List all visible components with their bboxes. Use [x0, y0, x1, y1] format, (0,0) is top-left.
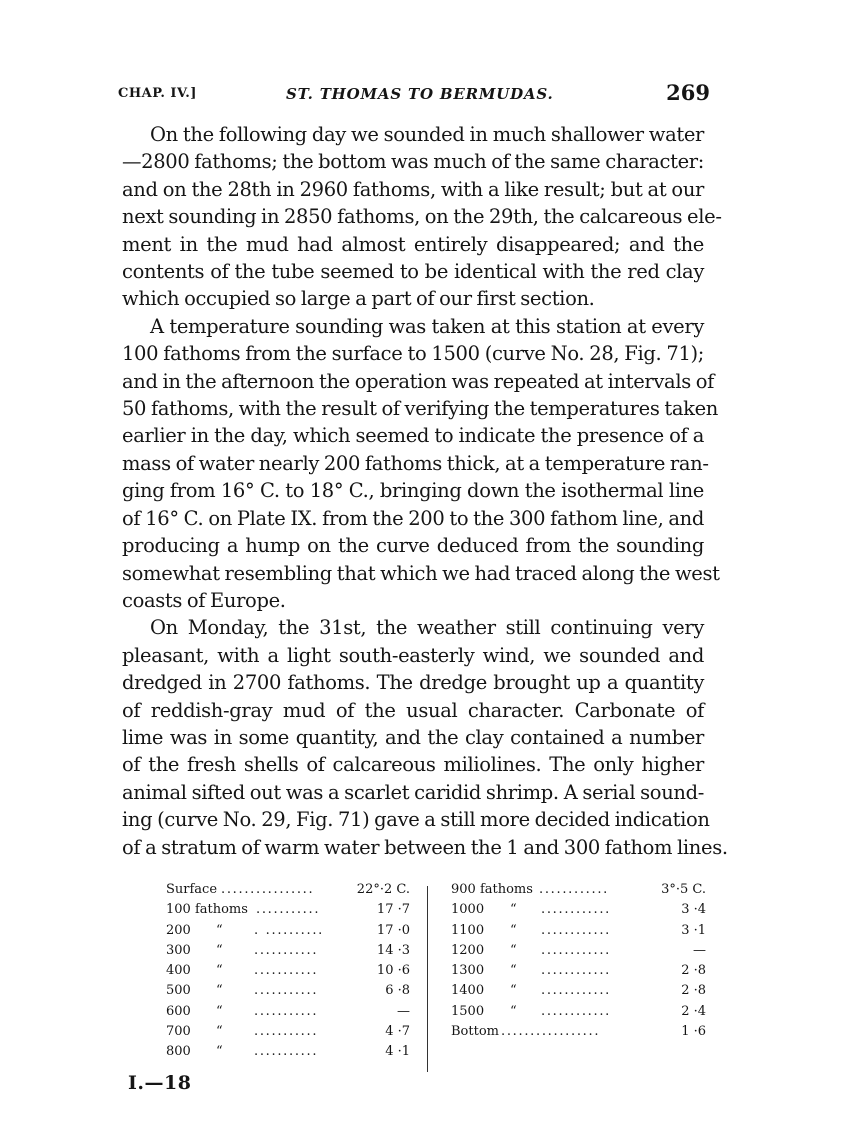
- column-divider: [427, 886, 428, 1072]
- ditto-mark: “: [510, 902, 517, 918]
- ditto-mark: “: [510, 1003, 517, 1019]
- table-row: [451, 921, 706, 941]
- leader-dots: ...........: [254, 983, 319, 999]
- leader-dots: ...........: [256, 902, 321, 918]
- leader-dots: ...........: [254, 942, 319, 958]
- table-row: [166, 981, 410, 1001]
- depth-label: 700: [166, 1024, 191, 1040]
- leader-dots: ................: [221, 882, 315, 897]
- temperature-value: 22°·2 C.: [356, 882, 410, 897]
- ditto-mark: “: [216, 1024, 223, 1040]
- temperature-value: 17 ·7: [376, 902, 410, 918]
- ditto-mark: “: [216, 1003, 223, 1019]
- text-line: —2800 fathoms; the bottom was much of the same character:: [122, 150, 704, 174]
- text-line: pleasant, with a light south-easterly wind, we sounded and: [122, 643, 704, 667]
- text-line: lime was in some quantity, and the clay contained a number: [122, 725, 704, 749]
- ditto-mark: “: [216, 963, 223, 979]
- text-line: next sounding in 2850 fathoms, on the 29th, the calcareous ele-: [122, 205, 722, 229]
- leader-dots: .................: [501, 1024, 601, 1040]
- temperature-value: 3 ·4: [681, 902, 706, 918]
- temperature-value: 3 ·1: [681, 922, 706, 938]
- text-line: 50 fathoms, with the result of verifying the temperatures taken: [122, 397, 718, 421]
- table-row: [451, 880, 706, 900]
- leader-dots: ............: [541, 983, 611, 999]
- ditto-mark: “: [216, 942, 223, 958]
- text-line: of the fresh shells of calcareous miliolines. The only higher: [122, 753, 704, 777]
- depth-label: 1200: [451, 942, 485, 958]
- table-row: [451, 941, 706, 961]
- leader-dots: ............: [541, 922, 611, 938]
- text-line: and on the 28th in 2960 fathoms, with a like result; but at our: [122, 177, 704, 201]
- text-line: ging from 16° C. to 18° C., bringing down the isothermal line: [122, 479, 704, 503]
- text-line: which occupied so large a part of our first section.: [122, 287, 595, 311]
- text-line: A temperature sounding was taken at this station at every: [150, 314, 704, 338]
- page-number: 269: [666, 80, 710, 105]
- depth-label: 400: [166, 963, 191, 979]
- text-line: On the following day we sounded in much shallower water: [150, 123, 704, 146]
- body-text: [122, 121, 728, 861]
- table-row: [451, 1002, 706, 1022]
- text-line: 100 fathoms from the surface to 1500 (curve No. 28, Fig. 71);: [122, 342, 704, 366]
- table-row: [166, 880, 410, 900]
- text-line: of reddish-gray mud of the usual character. Carbonate of: [122, 698, 704, 722]
- leader-dots: ...........: [254, 1044, 319, 1060]
- depth-label: 1300: [451, 963, 485, 979]
- temperature-value: 2 ·8: [681, 963, 706, 979]
- text-line: of 16° C. on Plate IX. from the 200 to the 300 fathom line, and: [122, 506, 704, 530]
- depth-label: Surface: [166, 882, 218, 897]
- depth-label: 300: [166, 942, 191, 958]
- text-line: ing (curve No. 29, Fig. 71) gave a still more decided indication: [122, 808, 710, 832]
- text-line: dredged in 2700 fathoms. The dredge brought up a quantity: [122, 671, 704, 695]
- temperature-value: —: [397, 1003, 410, 1019]
- ditto-mark: “: [510, 983, 517, 999]
- ditto-mark: “: [216, 922, 223, 938]
- table-column-left: [166, 880, 410, 1063]
- text-line: and in the afternoon the operation was repeated at intervals of: [122, 369, 714, 393]
- ditto-mark: “: [510, 963, 517, 979]
- temperature-value: 17 ·0: [376, 922, 410, 938]
- table-row: [166, 1022, 410, 1042]
- text-line: contents of the tube seemed to be identical with the red clay: [122, 260, 704, 284]
- text-line: ment in the mud had almost entirely disappeared; and the: [122, 232, 704, 256]
- text-line: somewhat resembling that which we had traced along the west: [122, 561, 720, 585]
- table-row: [166, 1002, 410, 1022]
- running-head: [118, 82, 710, 108]
- depth-label: 900 fathoms: [451, 882, 533, 897]
- ditto-mark: “: [510, 922, 517, 938]
- depth-label: 800: [166, 1044, 191, 1060]
- leader-dots: ...........: [254, 963, 319, 979]
- depth-label: 600: [166, 1003, 191, 1019]
- leader-dots: ............: [541, 1003, 611, 1019]
- ditto-mark: “: [216, 983, 223, 999]
- page-title: ST. THOMAS TO BERMUDAS.: [286, 85, 554, 103]
- depth-label: 100 fathoms: [166, 902, 248, 918]
- signature-mark: I.—18: [128, 1072, 192, 1094]
- temperature-value: 4 ·7: [385, 1024, 410, 1040]
- leader-dots: ............: [541, 902, 611, 918]
- temperature-value: 1 ·6: [681, 1024, 706, 1040]
- ditto-mark: “: [216, 1044, 223, 1060]
- temperature-value: 4 ·1: [385, 1044, 410, 1060]
- temperature-value: 3°·5 C.: [661, 882, 706, 897]
- text-line: animal sifted out was a scarlet caridid shrimp. A serial sound-: [122, 780, 704, 804]
- table-row: [451, 1022, 706, 1042]
- depth-label: 500: [166, 983, 191, 999]
- text-line: earlier in the day, which seemed to indicate the presence of a: [122, 424, 704, 448]
- depth-label: 200: [166, 922, 191, 938]
- temperature-value: 14 ·3: [376, 942, 410, 958]
- text-line: On Monday, the 31st, the weather still continuing very: [150, 616, 704, 640]
- temperature-value: —: [693, 942, 706, 958]
- table-row: [166, 961, 410, 981]
- table-row: [166, 921, 410, 941]
- temperature-value: 2 ·8: [681, 983, 706, 999]
- depth-label: Bottom: [451, 1024, 499, 1040]
- table-row: [451, 961, 706, 981]
- depth-label: 1100: [451, 922, 485, 938]
- text-line: producing a hump on the curve deduced from the sounding: [122, 534, 704, 558]
- depth-label: 1500: [451, 1003, 485, 1019]
- depth-label: 1400: [451, 983, 485, 999]
- table-row: [166, 1042, 410, 1062]
- text-line: coasts of Europe.: [122, 588, 286, 612]
- leader-dots: ............: [539, 882, 609, 897]
- leader-dots: ...........: [254, 1003, 319, 1019]
- leader-dots: ............: [541, 963, 611, 979]
- depth-label: 1000: [451, 902, 485, 918]
- ditto-mark: “: [510, 942, 517, 958]
- table-row: [166, 900, 410, 920]
- leader-dots: ............: [541, 942, 611, 958]
- table-row: [451, 900, 706, 920]
- temperature-value: 2 ·4: [681, 1003, 706, 1019]
- table-column-right: [451, 880, 706, 1042]
- leader-dots: ...........: [254, 1024, 319, 1040]
- table-row: [166, 941, 410, 961]
- table-row: [451, 981, 706, 1001]
- leader-dots: . ..........: [254, 922, 324, 938]
- chapter-label: CHAP. IV.]: [118, 86, 197, 101]
- text-line: mass of water nearly 200 fathoms thick, at a temperature ran-: [122, 451, 709, 475]
- temperature-value: 10 ·6: [376, 963, 410, 979]
- temperature-value: 6 ·8: [385, 983, 410, 999]
- text-line: of a stratum of warm water between the 1 and 300 fathom lines.: [122, 835, 728, 859]
